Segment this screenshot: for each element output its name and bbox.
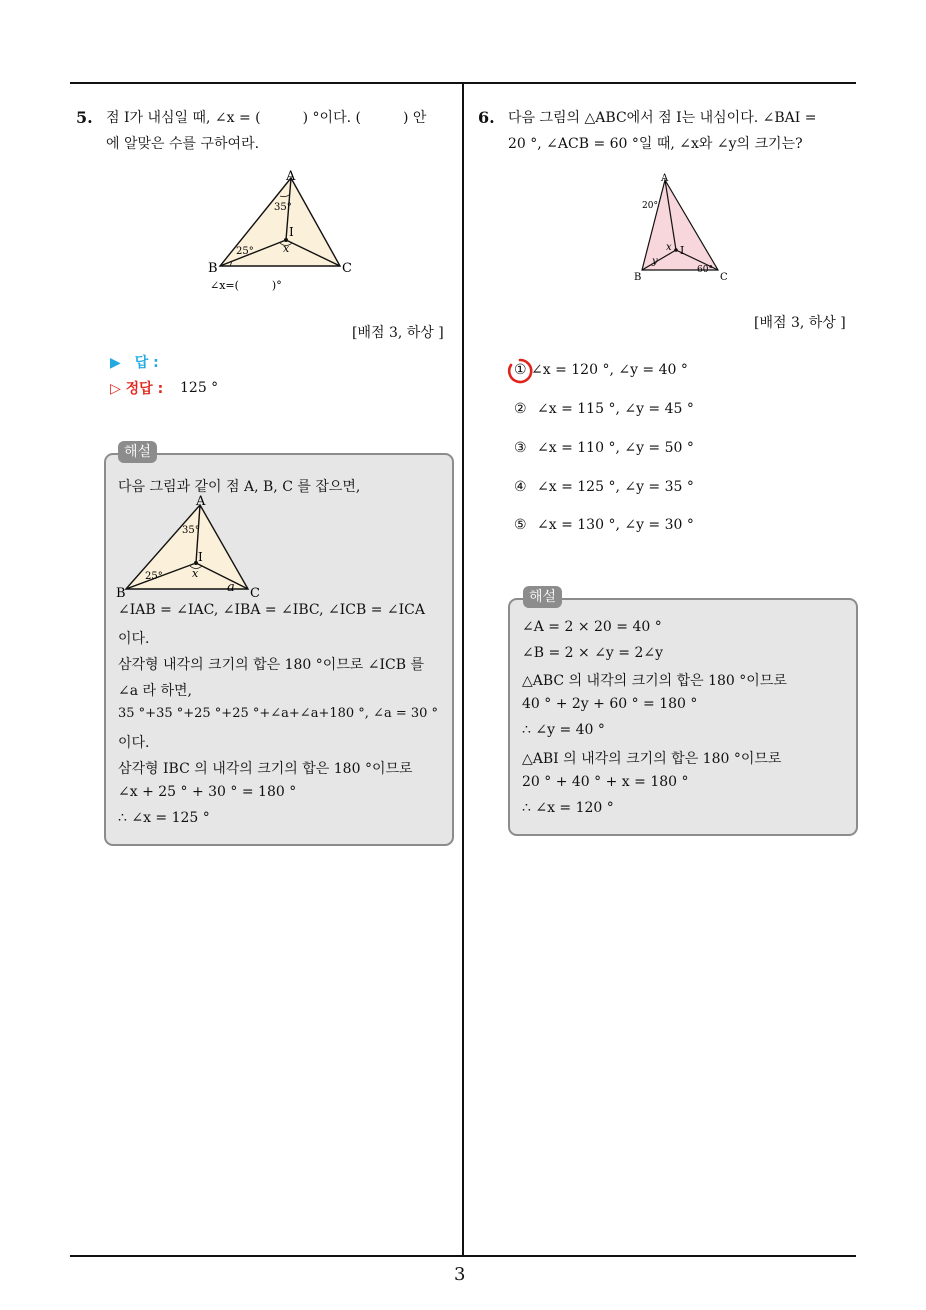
column-divider [462, 82, 464, 1256]
q6-choice-2[interactable] [514, 401, 694, 417]
q6-choice-2-mark: ② [514, 401, 527, 417]
q5-sol-fig-angle-25: 25° [145, 571, 163, 582]
q5-sol-fig-a: a [227, 580, 235, 595]
q6-choice-2-text: ∠x = 115 °, ∠y = 45 ° [537, 401, 694, 417]
page-number: 3 [454, 1264, 466, 1285]
q6-choice-1[interactable] [514, 362, 688, 378]
q5-solution-line-2: 이다. [118, 631, 150, 647]
q5-line1: 점 I가 내심일 때, ∠x = ( ) °이다. ( ) 안 [106, 110, 427, 126]
q6-fig-x: x [666, 242, 672, 253]
q6-fig-angle-20: 20° [642, 201, 658, 211]
q5-solution-line-7: 삼각형 IBC 의 내각의 크기의 합은 180 °이므로 [118, 761, 413, 777]
q6-number: 6. [478, 108, 495, 127]
q5-solution-line-6: 이다. [118, 735, 150, 751]
q6-fig-label-c: C [720, 272, 728, 283]
q6-choice-5[interactable] [514, 517, 694, 533]
q5-sol-fig-angle-35: 35° [182, 525, 200, 536]
q5-fig-label-c: C [342, 261, 352, 276]
q5-answer-label: ▶ 답 : [110, 355, 159, 371]
q6-choice-3-text: ∠x = 110 °, ∠y = 50 ° [537, 440, 694, 456]
q6-fig-angle-60: 60° [697, 265, 713, 275]
q5-correct-label: ▷ 정답 : [110, 381, 164, 397]
q6-choice-4-mark: ④ [514, 479, 527, 495]
q6-solution-line-5: ∴ ∠y = 40 ° [522, 722, 605, 738]
q5-sol-fig-label-a: A [196, 494, 206, 509]
q5-solution-line-3: 삼각형 내각의 크기의 합은 180 °이므로 ∠ICB 를 [118, 657, 424, 673]
q5-sol-fig-label-b: B [116, 586, 126, 601]
q5-fig-angle-35: 35° [274, 202, 292, 213]
q5-triangle-figure [200, 168, 370, 298]
bottom-rule [70, 1255, 856, 1257]
q5-fig-label-b: B [208, 261, 218, 276]
q6-solution-line-1: ∠A = 2 × 20 = 40 ° [522, 619, 662, 635]
q6-choice-5-mark: ⑤ [514, 517, 527, 533]
q6-choice-3[interactable] [514, 440, 694, 456]
q5-correct-value: 125 ° [180, 380, 219, 396]
q6-solution-tab: 해설 [523, 586, 562, 608]
q6-fig-label-b: B [634, 272, 642, 283]
q6-solution-line-4: 40 ° + 2y + 60 ° = 180 ° [522, 696, 698, 712]
q5-fig-angle-25: 25° [236, 246, 254, 257]
q5-number: 5. [76, 108, 93, 127]
q5-solution-line-1: ∠IAB = ∠IAC, ∠IBA = ∠IBC, ∠ICB = ∠ICA [118, 602, 425, 618]
q6-choice-4-text: ∠x = 125 °, ∠y = 35 ° [537, 479, 694, 495]
q6-score: [배점 3, 하상 ] [754, 315, 846, 331]
q6-solution-line-8: ∴ ∠x = 120 ° [522, 800, 614, 816]
q5-line2: 에 알맞은 수를 구하여라. [106, 136, 260, 152]
q5-solution-figure [112, 493, 272, 601]
q6-solution-line-6: △ABI 의 내각의 크기의 합은 180 °이므로 [522, 751, 782, 767]
q6-fig-label-a: A [661, 173, 669, 184]
q5-fig-x: x [283, 242, 290, 255]
q5-solution-line-8: ∠x + 25 ° + 30 ° = 180 ° [118, 784, 297, 800]
q6-solution-line-7: 20 ° + 40 ° + x = 180 ° [522, 774, 689, 790]
q6-line1: 다음 그림의 △ABC에서 점 I는 내심이다. ∠BAI = [508, 110, 817, 126]
q6-choice-1-text: ∠x = 120 °, ∠y = 40 ° [531, 362, 688, 378]
q6-choice-3-mark: ③ [514, 440, 527, 456]
q5-fig-caption: ∠x=( )° [210, 279, 282, 292]
q6-fig-label-i: I [680, 244, 685, 257]
q5-solution-intro: 다음 그림과 같이 점 A, B, C 를 잡으면, [118, 479, 361, 495]
q5-solution-line-5: 35 °+35 °+25 °+25 °+∠a+∠a+180 °, ∠a = 30 ° [118, 706, 439, 721]
q6-triangle-figure [632, 170, 732, 286]
q5-sol-fig-x: x [192, 567, 199, 580]
q5-solution-line-4: ∠a 라 하면, [118, 683, 192, 699]
q6-choice-4[interactable] [514, 479, 694, 495]
q5-solution-line-9: ∴ ∠x = 125 ° [118, 810, 210, 826]
q5-fig-label-i: I [289, 225, 294, 239]
q6-choice-1-mark: ① [514, 362, 527, 378]
q5-score: [배점 3, 하상 ] [352, 325, 444, 341]
q5-solution-tab: 해설 [118, 441, 157, 463]
q6-fig-y: y [652, 256, 658, 267]
q6-choice-5-text: ∠x = 130 °, ∠y = 30 ° [537, 517, 694, 533]
q6-solution-line-2: ∠B = 2 × ∠y = 2∠y [522, 645, 664, 661]
q5-sol-fig-label-i: I [198, 550, 203, 564]
q6-line2: 20 °, ∠ACB = 60 °일 때, ∠x와 ∠y의 크기는? [508, 136, 803, 152]
q5-fig-label-a: A [286, 169, 296, 184]
q6-solution-line-3: △ABC 의 내각의 크기의 합은 180 °이므로 [522, 673, 787, 689]
q5-sol-fig-label-c: C [250, 586, 260, 601]
